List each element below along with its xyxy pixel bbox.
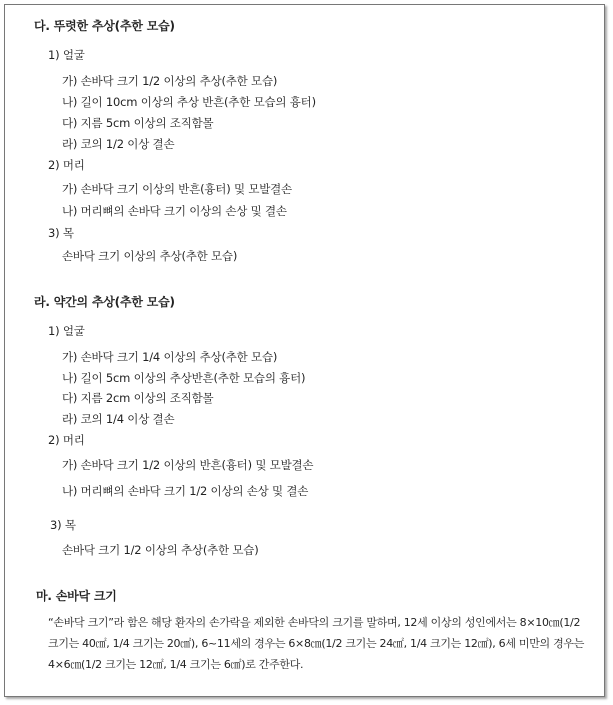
list-item: 나) 머리뼈의 손바닥 크기 이상의 손상 및 결손	[62, 204, 287, 218]
list-item: 나) 머리뼈의 손바닥 크기 1/2 이상의 손상 및 결손	[62, 484, 309, 498]
subsection-label-face: 1) 얼굴	[48, 48, 85, 62]
list-item: 가) 손바닥 크기 이상의 반흔(흉터) 및 모발결손	[62, 182, 292, 196]
list-item: 다) 지름 2cm 이상의 조직함몰	[62, 391, 214, 405]
list-item: 다) 지름 5cm 이상의 조직함몰	[62, 116, 214, 130]
section-heading-ra: 라. 약간의 추상(추한 모습)	[34, 295, 175, 309]
list-item: 가) 손바닥 크기 1/2 이상의 반흔(흉터) 및 모발결손	[62, 458, 314, 472]
list-item: 가) 손바닥 크기 1/2 이상의 추상(추한 모습)	[62, 74, 278, 88]
subsection-label-head: 2) 머리	[48, 158, 85, 172]
section-heading-da: 다. 뚜렷한 추상(추한 모습)	[34, 19, 175, 33]
subsection-label-neck: 3) 목	[48, 226, 74, 240]
list-item: 나) 길이 10cm 이상의 추상 반흔(추한 모습의 흉터)	[62, 95, 316, 109]
subsection-label-head: 2) 머리	[48, 433, 85, 447]
definition-paragraph: “손바닥 크기”라 함은 해당 환자의 손가락을 제외한 손바닥의 크기를 말하며, 12세 이상의 성인에서는 8×10㎝(1/2 크기는 40㎠, 1/4 크기는 20㎠), 6~11세의 경우는 6×8㎝(1/2 크기는 24㎠, 1/4 크기는 12㎠), 6세 미만의 경우는 4×6㎝(1/2 크기는 12㎠, 1/4 크기는 6㎠)로 간주한다.	[48, 616, 585, 671]
list-item: 라) 코의 1/4 이상 결손	[62, 412, 175, 426]
list-item: 나) 길이 5cm 이상의 추상반흔(추한 모습의 흉터)	[62, 371, 306, 385]
list-item: 손바닥 크기 1/2 이상의 추상(추한 모습)	[62, 543, 259, 557]
section-heading-ma: 마. 손바닥 크기	[36, 589, 117, 603]
list-item: 손바닥 크기 이상의 추상(추한 모습)	[62, 249, 238, 263]
list-item: 가) 손바닥 크기 1/4 이상의 추상(추한 모습)	[62, 350, 278, 364]
subsection-label-face: 1) 얼굴	[48, 324, 85, 338]
subsection-label-neck: 3) 목	[50, 518, 76, 532]
list-item: 라) 코의 1/2 이상 결손	[62, 137, 175, 151]
